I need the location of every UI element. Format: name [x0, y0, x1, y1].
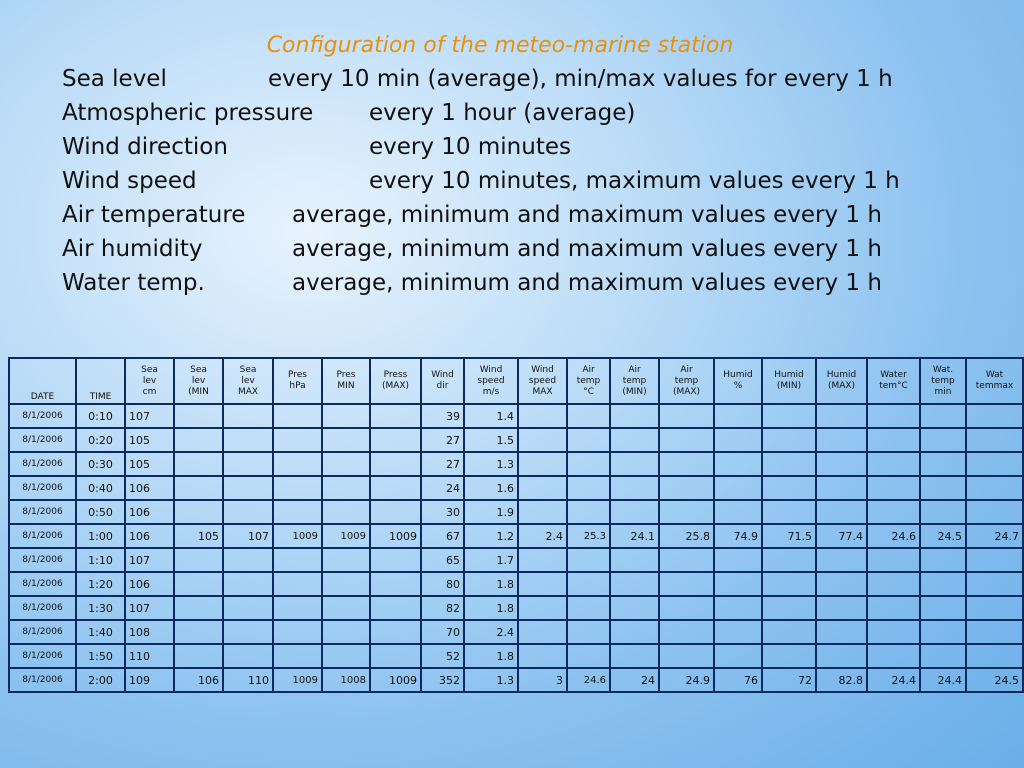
table-cell	[867, 452, 920, 476]
table-cell	[370, 644, 421, 668]
table-cell: 8/1/2006	[9, 620, 76, 644]
table-cell: 1:30	[76, 596, 125, 620]
table-cell	[223, 644, 273, 668]
table-cell	[610, 500, 659, 524]
column-header: Pres hPa	[273, 358, 322, 404]
table-cell	[610, 452, 659, 476]
column-header: Press (MAX)	[370, 358, 421, 404]
table-cell: 70	[421, 620, 464, 644]
table-cell: 1009	[370, 524, 421, 548]
table-cell	[174, 404, 223, 428]
table-cell	[762, 572, 816, 596]
column-header: Sea lev (MIN	[174, 358, 223, 404]
table-cell	[518, 548, 567, 572]
table-cell	[762, 404, 816, 428]
table-cell	[920, 500, 966, 524]
table-cell: 1.8	[464, 644, 518, 668]
table-cell: 1.8	[464, 572, 518, 596]
table-cell	[920, 620, 966, 644]
table-cell: 1.4	[464, 404, 518, 428]
column-header: Pres MIN	[322, 358, 370, 404]
table-cell	[762, 596, 816, 620]
table-cell	[273, 500, 322, 524]
table-cell	[659, 620, 714, 644]
table-row	[9, 524, 1023, 548]
table-cell: 107	[125, 548, 174, 572]
table-cell	[518, 476, 567, 500]
table-cell	[816, 452, 867, 476]
table-cell: 1.9	[464, 500, 518, 524]
table-cell	[518, 452, 567, 476]
table-cell	[322, 596, 370, 620]
table-cell	[659, 476, 714, 500]
config-value: average, minimum and maximum values every 1 h	[292, 270, 882, 296]
table-cell: 0:40	[76, 476, 125, 500]
table-cell	[659, 548, 714, 572]
table-cell	[920, 644, 966, 668]
table-cell	[223, 572, 273, 596]
config-label: Wind speed	[62, 168, 197, 194]
table-cell	[659, 572, 714, 596]
table-cell	[610, 476, 659, 500]
table-cell: 106	[125, 572, 174, 596]
table-cell	[518, 404, 567, 428]
table-cell	[920, 548, 966, 572]
config-value: every 10 minutes	[369, 134, 571, 160]
table-cell	[920, 596, 966, 620]
table-cell	[223, 548, 273, 572]
table-cell	[816, 596, 867, 620]
table-cell	[714, 476, 762, 500]
table-row	[9, 428, 1023, 452]
table-cell: 76	[714, 668, 762, 692]
column-header: Air temp °C	[567, 358, 610, 404]
table-cell	[174, 428, 223, 452]
table-cell	[273, 404, 322, 428]
table-cell: 8/1/2006	[9, 668, 76, 692]
table-cell	[223, 452, 273, 476]
table-cell	[273, 428, 322, 452]
table-cell: 25.8	[659, 524, 714, 548]
table-cell	[273, 620, 322, 644]
table-cell: 1.6	[464, 476, 518, 500]
table-cell: 0:50	[76, 500, 125, 524]
table-cell: 71.5	[762, 524, 816, 548]
table-cell	[659, 644, 714, 668]
table-cell: 1009	[322, 524, 370, 548]
table-cell	[518, 428, 567, 452]
table-cell: 0:10	[76, 404, 125, 428]
table-row	[9, 476, 1023, 500]
table-cell: 1.8	[464, 596, 518, 620]
table-cell: 24.6	[867, 524, 920, 548]
table-cell	[762, 548, 816, 572]
table-header	[9, 358, 1023, 404]
table-cell	[174, 644, 223, 668]
table-cell: 24.4	[867, 668, 920, 692]
table-cell	[659, 596, 714, 620]
table-cell	[610, 404, 659, 428]
table-cell: 30	[421, 500, 464, 524]
table-cell: 108	[125, 620, 174, 644]
column-header: Sea lev MAX	[223, 358, 273, 404]
table-cell	[370, 620, 421, 644]
config-label: Air humidity	[62, 236, 203, 262]
table-cell	[966, 428, 1023, 452]
table-cell: 24.9	[659, 668, 714, 692]
table-cell	[816, 644, 867, 668]
table-cell	[816, 548, 867, 572]
table-cell	[174, 476, 223, 500]
table-cell	[966, 596, 1023, 620]
table-cell	[518, 644, 567, 668]
table-cell: 80	[421, 572, 464, 596]
table-cell	[816, 404, 867, 428]
slide-title: Configuration of the meteo-marine station	[266, 33, 734, 58]
header-row	[9, 358, 1023, 404]
table-cell: 8/1/2006	[9, 644, 76, 668]
table-cell: 72	[762, 668, 816, 692]
table-cell	[920, 428, 966, 452]
table-cell: 1:50	[76, 644, 125, 668]
config-label: Water temp.	[62, 270, 205, 296]
table-cell	[174, 548, 223, 572]
table-cell	[567, 548, 610, 572]
table-cell: 24	[421, 476, 464, 500]
table-cell: 1.2	[464, 524, 518, 548]
table-cell	[223, 476, 273, 500]
table-cell	[714, 452, 762, 476]
table-cell	[714, 596, 762, 620]
table-cell: 8/1/2006	[9, 500, 76, 524]
table-cell: 2:00	[76, 668, 125, 692]
table-cell	[867, 572, 920, 596]
table-cell	[567, 500, 610, 524]
table-cell	[659, 404, 714, 428]
table-cell	[920, 476, 966, 500]
table-cell	[714, 644, 762, 668]
table-cell	[567, 476, 610, 500]
table-cell: 27	[421, 428, 464, 452]
table-cell	[273, 452, 322, 476]
table-cell: 1009	[273, 524, 322, 548]
table-cell: 107	[125, 404, 174, 428]
table-cell	[273, 572, 322, 596]
table-cell: 0:20	[76, 428, 125, 452]
table-cell: 27	[421, 452, 464, 476]
table-cell	[223, 596, 273, 620]
table-cell	[714, 572, 762, 596]
table-cell: 8/1/2006	[9, 428, 76, 452]
column-header: Air temp (MIN)	[610, 358, 659, 404]
table-row	[9, 596, 1023, 620]
table-cell	[610, 620, 659, 644]
table-cell	[762, 452, 816, 476]
table-cell	[567, 452, 610, 476]
config-value: every 1 hour (average)	[369, 100, 636, 126]
table-cell: 107	[125, 596, 174, 620]
table-cell	[567, 620, 610, 644]
table-cell: 1:10	[76, 548, 125, 572]
table-cell	[273, 596, 322, 620]
table-cell	[610, 428, 659, 452]
table-cell	[867, 596, 920, 620]
measurements-table	[8, 357, 1024, 693]
column-header: Wat. temp min	[920, 358, 966, 404]
table-cell	[966, 500, 1023, 524]
table-cell: 1009	[273, 668, 322, 692]
table-row	[9, 452, 1023, 476]
table-cell	[610, 572, 659, 596]
column-header: Humid (MIN)	[762, 358, 816, 404]
table-cell	[610, 644, 659, 668]
table-cell	[273, 548, 322, 572]
table-cell	[174, 596, 223, 620]
table-cell: 105	[125, 428, 174, 452]
table-cell	[322, 452, 370, 476]
table-cell: 3	[518, 668, 567, 692]
table-cell	[659, 452, 714, 476]
table-cell	[610, 596, 659, 620]
table-cell: 109	[125, 668, 174, 692]
table-row	[9, 620, 1023, 644]
table-cell	[273, 476, 322, 500]
table-cell: 24	[610, 668, 659, 692]
table-cell	[370, 476, 421, 500]
table-cell	[223, 620, 273, 644]
table-cell	[867, 620, 920, 644]
table-cell	[322, 428, 370, 452]
table-cell	[567, 572, 610, 596]
table-cell: 8/1/2006	[9, 596, 76, 620]
table-cell: 106	[174, 668, 223, 692]
table-cell: 1.7	[464, 548, 518, 572]
table-body	[9, 404, 1023, 692]
table-cell	[223, 404, 273, 428]
table-row	[9, 548, 1023, 572]
table-cell	[174, 572, 223, 596]
column-header: Wind speed MAX	[518, 358, 567, 404]
table-cell	[920, 452, 966, 476]
table-cell	[920, 572, 966, 596]
table-cell	[370, 428, 421, 452]
table-cell: 0:30	[76, 452, 125, 476]
table-cell: 24.5	[966, 668, 1023, 692]
table-cell: 1:00	[76, 524, 125, 548]
table-cell	[322, 548, 370, 572]
table-row	[9, 500, 1023, 524]
column-header: Air temp (MAX)	[659, 358, 714, 404]
table-row	[9, 668, 1023, 692]
table-cell: 82	[421, 596, 464, 620]
table-cell: 82.8	[816, 668, 867, 692]
table-cell	[867, 500, 920, 524]
table-cell	[322, 476, 370, 500]
table-cell: 105	[125, 452, 174, 476]
config-value: every 10 minutes, maximum values every 1 h	[369, 168, 900, 194]
table-cell: 106	[125, 476, 174, 500]
table-cell	[966, 476, 1023, 500]
table-cell	[867, 428, 920, 452]
table-cell	[370, 572, 421, 596]
table-cell	[370, 596, 421, 620]
column-header: Sea lev cm	[125, 358, 174, 404]
table-cell	[518, 500, 567, 524]
table-cell: 1:20	[76, 572, 125, 596]
table-cell: 1008	[322, 668, 370, 692]
table-cell	[714, 620, 762, 644]
config-label: Air temperature	[62, 202, 246, 228]
table-row	[9, 404, 1023, 428]
table-cell	[920, 404, 966, 428]
table-cell	[966, 548, 1023, 572]
table-cell: 52	[421, 644, 464, 668]
table-cell: 39	[421, 404, 464, 428]
table-row	[9, 644, 1023, 668]
table-cell	[867, 644, 920, 668]
table-cell	[714, 428, 762, 452]
table-cell: 106	[125, 500, 174, 524]
table-cell: 74.9	[714, 524, 762, 548]
table-cell: 1.3	[464, 452, 518, 476]
table-cell	[762, 500, 816, 524]
column-header: Wat temmax	[966, 358, 1023, 404]
table-cell	[174, 620, 223, 644]
table-cell	[370, 404, 421, 428]
table-cell: 1009	[370, 668, 421, 692]
table-cell	[659, 500, 714, 524]
table-cell	[370, 500, 421, 524]
table-cell: 105	[174, 524, 223, 548]
table-cell	[714, 548, 762, 572]
table-cell: 8/1/2006	[9, 404, 76, 428]
table-cell: 25.3	[567, 524, 610, 548]
column-header: Humid (MAX)	[816, 358, 867, 404]
table-cell: 8/1/2006	[9, 476, 76, 500]
table-cell	[370, 452, 421, 476]
table-cell: 110	[125, 644, 174, 668]
table-cell	[518, 572, 567, 596]
table-cell	[322, 620, 370, 644]
table-cell	[322, 404, 370, 428]
table-cell	[610, 548, 659, 572]
column-header: Wind dir	[421, 358, 464, 404]
table-cell	[966, 620, 1023, 644]
config-value: average, minimum and maximum values every 1 h	[292, 202, 882, 228]
table-cell: 24.7	[966, 524, 1023, 548]
table-cell: 67	[421, 524, 464, 548]
table-cell	[762, 644, 816, 668]
table-cell	[659, 428, 714, 452]
table-cell: 8/1/2006	[9, 548, 76, 572]
table-cell	[273, 644, 322, 668]
table-cell	[816, 428, 867, 452]
table-cell	[174, 500, 223, 524]
table-cell	[762, 620, 816, 644]
table-cell: 24.1	[610, 524, 659, 548]
table-cell	[816, 500, 867, 524]
table-cell: 24.4	[920, 668, 966, 692]
table-cell: 352	[421, 668, 464, 692]
table-cell	[867, 476, 920, 500]
config-label: Atmospheric pressure	[62, 100, 314, 126]
table-cell: 24.5	[920, 524, 966, 548]
column-header: DATE	[9, 358, 76, 404]
table-cell: 2.4	[518, 524, 567, 548]
table-cell: 77.4	[816, 524, 867, 548]
table-cell	[322, 644, 370, 668]
table-cell: 2.4	[464, 620, 518, 644]
table-cell	[518, 620, 567, 644]
table-cell	[567, 428, 610, 452]
table-cell: 24.6	[567, 668, 610, 692]
table-cell: 1:40	[76, 620, 125, 644]
table-cell	[966, 644, 1023, 668]
table-cell	[322, 572, 370, 596]
table-cell: 1.5	[464, 428, 518, 452]
table-cell	[567, 404, 610, 428]
table-cell: 8/1/2006	[9, 572, 76, 596]
config-label: Wind direction	[62, 134, 228, 160]
table-cell	[966, 404, 1023, 428]
config-value: average, minimum and maximum values every 1 h	[292, 236, 882, 262]
column-header: Wind speed m/s	[464, 358, 518, 404]
config-label: Sea level	[62, 66, 167, 92]
column-header: TIME	[76, 358, 125, 404]
config-value: every 10 min (average), min/max values for every 1 h	[268, 66, 893, 92]
table-row	[9, 572, 1023, 596]
table-cell: 107	[223, 524, 273, 548]
table-cell	[322, 500, 370, 524]
table-cell	[816, 476, 867, 500]
table-cell: 1.3	[464, 668, 518, 692]
table-cell: 65	[421, 548, 464, 572]
table-cell	[762, 428, 816, 452]
table-cell: 8/1/2006	[9, 524, 76, 548]
column-header: Water tem°C	[867, 358, 920, 404]
table-cell	[816, 620, 867, 644]
table-cell: 8/1/2006	[9, 452, 76, 476]
table-cell	[223, 428, 273, 452]
table-cell	[966, 572, 1023, 596]
table-cell	[223, 500, 273, 524]
table-cell	[714, 404, 762, 428]
table-cell	[370, 548, 421, 572]
table-cell: 110	[223, 668, 273, 692]
table-cell	[518, 596, 567, 620]
table-cell	[567, 644, 610, 668]
table-cell	[174, 452, 223, 476]
table-cell	[867, 404, 920, 428]
table-cell	[867, 548, 920, 572]
table-cell	[762, 476, 816, 500]
table-cell: 106	[125, 524, 174, 548]
table-cell	[714, 500, 762, 524]
table-cell	[816, 572, 867, 596]
table-cell	[966, 452, 1023, 476]
table-cell	[567, 596, 610, 620]
column-header: Humid %	[714, 358, 762, 404]
